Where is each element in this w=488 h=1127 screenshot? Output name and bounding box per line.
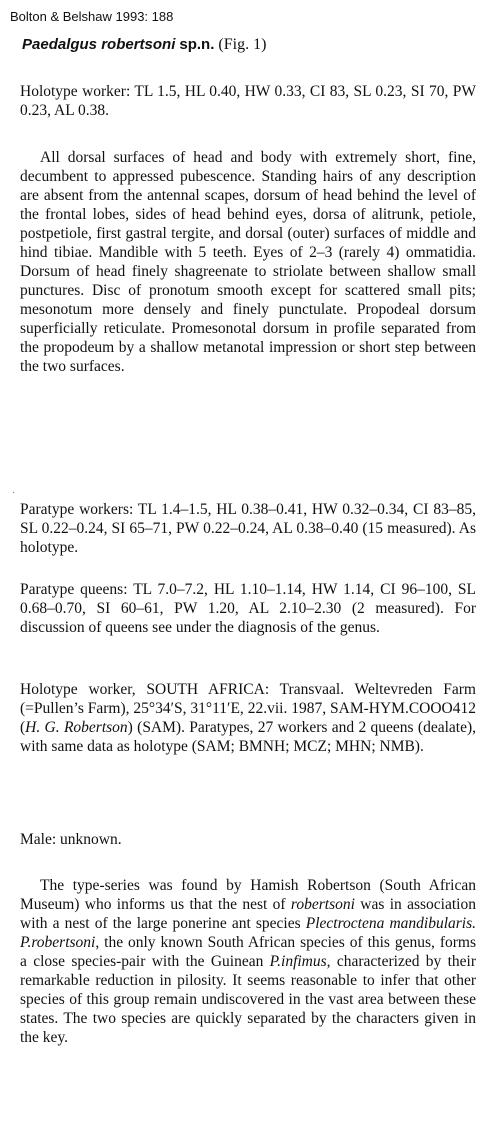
- discussion-paragraph: [20, 876, 476, 1047]
- species-name: Paedalgus robertsoni: [22, 36, 176, 53]
- discussion-text-3: , the only known South African species of this genus, forms a close species-pair with the Guinean: [20, 934, 476, 970]
- discussion-species-2: Plectroctena mandibularis. P.robertsoni: [20, 915, 476, 951]
- holotype-measurements: Holotype worker: TL 1.5, HL 0.40, HW 0.33, CI 83, SL 0.23, SI 70, PW 0.23, AL 0.38.: [20, 83, 476, 119]
- type-material-text-1: Holotype worker, SOUTH AFRICA: Transvaal. Weltevreden Farm (=Pullen’s Farm), 25°34′S, 31°11′E, 22.vii. 1987, SAM-HYM.COOO412 (: [20, 681, 476, 736]
- discussion-species-3: P.infimus: [269, 953, 327, 970]
- type-material-text-2: ) (SAM). Paratypes, 27 workers and 2 queens (dealate), with same data as holotype (SAM; BMNH; MCZ; MHN; NMB).: [20, 719, 476, 755]
- discussion-text-2: was in association with a nest of the large ponerine ant species: [20, 896, 476, 932]
- paratype-queens-measurements: Paratype queens: TL 7.0–7.2, HL 1.10–1.14, HW 1.14, CI 96–100, SL 0.68–0.70, SI 60–61, PW 1.20, AL 2.10–2.30 (2 measured). For discussion of queens see under the diagnosis of the genus.: [20, 581, 476, 636]
- paratype-workers-measurements: Paratype workers: TL 1.4–1.5, HL 0.38–0.41, HW 0.32–0.34, CI 83–85, SL 0.22–0.24, SI 65–71, PW 0.22–0.24, AL 0.38–0.40 (15 measured). As holotype.: [20, 501, 476, 556]
- male-note: Male: unknown.: [20, 831, 122, 848]
- discussion-species-1: robertsoni: [290, 896, 355, 913]
- figure-reference: (Fig. 1): [218, 36, 267, 53]
- species-novum-label: sp.n.: [179, 36, 215, 53]
- collector-name: H. G. Robertson: [25, 719, 128, 736]
- type-material-paragraph: [20, 680, 476, 756]
- margin-mark: ˙: [12, 491, 16, 502]
- diagnosis-paragraph: All dorsal surfaces of head and body with extremely short, fine, decumbent to appressed pubescence. Standing hairs of any description are absent from the antennal scapes, dorsum of head behind the level of the frontal lobes, sides of head behind eyes, dorsa of alitrunk, petiole, postpetiole, first gastral tergite, and dorsal (outer) surfaces of middle and hind tibiae. Mandible with 5 teeth. Eyes of 2–3 (rarely 4) ommatidia. Dorsum of head finely shagreenate to striolate between shallow small punctures. Disc of pronotum smooth except for scattered small pits; mesonotum more densely and finely punctulate. Propodeal dorsum superficially reticulate. Promesonotal dorsum in profile separated from the propodeum by a shallow metanotal impression or short step between the two surfaces.: [20, 149, 476, 375]
- discussion-text-4: , characterized by their remarkable reduction in pilosity. It seems reasonable to infer that other species of this group remain undiscovered in the vast area between these states. The two species are quickly separated by the characters given in the key.: [20, 953, 477, 1046]
- discussion-text-1: The type-series was found by Hamish Robertson (South African Museum) who informs us that the nest of: [20, 877, 476, 913]
- citation-header: Bolton & Belshaw 1993: 188: [10, 9, 174, 24]
- species-title: [22, 36, 266, 54]
